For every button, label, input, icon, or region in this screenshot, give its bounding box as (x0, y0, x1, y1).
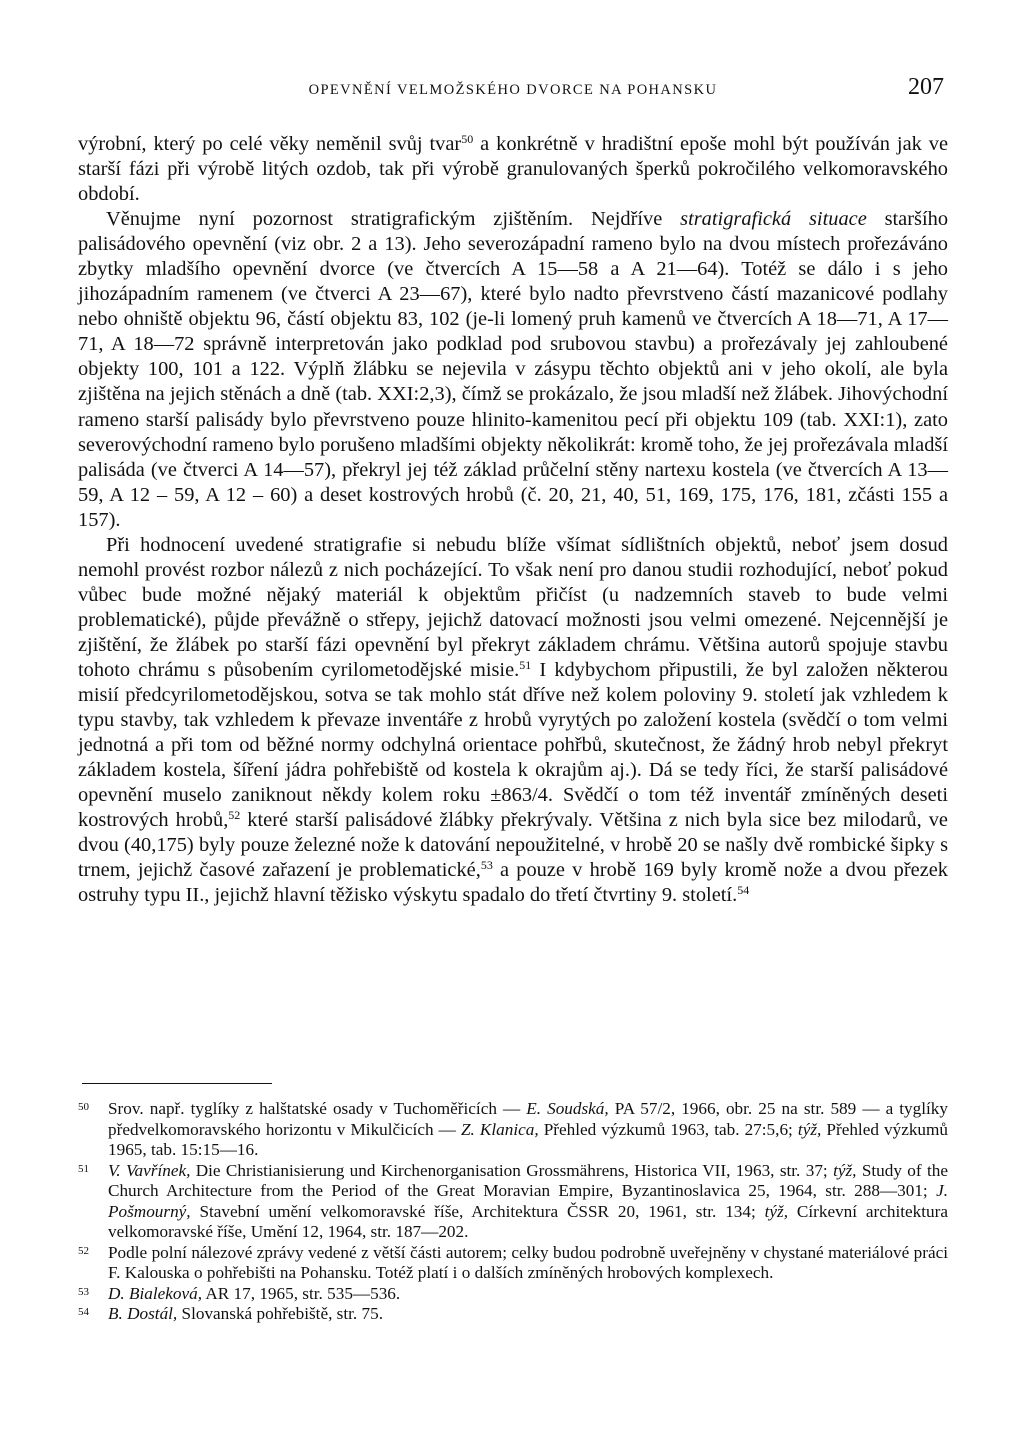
author-name: D. Bialeková, (108, 1283, 203, 1303)
text-run: Stavební umění velkomoravské říše, Architektura ČSSR 20, 1961, str. 134; (190, 1201, 765, 1221)
author-name: týž, (764, 1201, 789, 1221)
text-run: I kdybychom připustili, že byl založen některou misií předcyrilometodějskou, sotva se tak mohlo stát dříve než kolem poloviny 9. století jak vzhledem k typu stavby, tak vzhledem k převaze inventáře z hrobů vyrytých po založení kostela (svědčí o tom velmi jednotná a při tom od běžné normy odchylná orientace pohřbů, skutečnost, že žádný hrob nebyl překryt základem kostela, šíření jádra pohřebiště od kostela k okrajům aj.). Dá se tedy říci, že starší palisádové opevnění muselo zaniknout někdy kolem roku ±863/4. Svědčí o tom též inventář zmíněných deseti kostrových hrobů, (78, 658, 948, 832)
text-run: AR 17, 1965, str. 535—536. (202, 1283, 401, 1303)
text-run: které starší palisádové žlábky překrývaly. Většina z nich byla sice bez milodarů, ve dvou (40,175) byly pouze železné nože k datování nepoužitelné, v hrobě 20 se našly dvě rombické šipky s trnem, jejichž časové zařazení je problematické, (78, 809, 948, 882)
text-run: PA 57/2, 1966, obr. 25 na str. 589 — a tyglíky předvelkomoravského horizontu v Mikulčicích — (108, 1099, 948, 1139)
emphasis: stratigrafická situace (680, 208, 867, 231)
text-run: Přehled výzkumů 1963, tab. 27:5,6; (538, 1119, 798, 1139)
footnote-51 (78, 1161, 948, 1243)
footnote-number: 54 (78, 1306, 89, 1318)
author-name: B. Dostál, (108, 1304, 178, 1323)
page-header (78, 74, 948, 110)
footnotes (78, 1099, 948, 1325)
footnote-divider (82, 1083, 272, 1084)
paragraph-3 (78, 533, 948, 909)
text-run: Podle polní nálezové zprávy vedené z větší části autorem; celky budou podrobně uveřejněny v chystané materiálové práci F. Kalouska o pohřebišti na Pohansku. Totéž platí i o dalších zmíněných hrobových komplexech. (108, 1242, 948, 1282)
text-run: Přehled výzkumů 1965, tab. 15:15—16. (108, 1119, 948, 1159)
text-run: Slovanská pohřebiště, str. 75. (177, 1304, 383, 1323)
footnote-53 (78, 1284, 948, 1305)
text-run: Věnujme nyní pozornost stratigrafickým zjištěním. Nejdříve (106, 208, 681, 231)
page-number: 207 (908, 74, 944, 100)
footnote-52 (78, 1243, 948, 1284)
paragraph-1 (78, 132, 948, 207)
author-name: V. Vavřínek, (108, 1160, 191, 1180)
footnote-54 (78, 1304, 948, 1325)
footnote-number: 51 (78, 1162, 89, 1175)
text-run: Die Christianisierung und Kirchenorganisation Grossmährens, Historica VII, 1963, str. 37; (190, 1160, 834, 1180)
author-name: E. Soudská, (526, 1099, 609, 1118)
text-run: Study of the Church Architecture from the Period of the Great Moravian Empire, Byzantinoslavica 25, 1964, str. 288—301; (108, 1160, 948, 1200)
author-name: týž, (833, 1160, 857, 1180)
footnote-ref-52[interactable]: 52 (228, 808, 241, 823)
footnote-number: 53 (78, 1285, 89, 1298)
footnote-ref-54[interactable]: 54 (737, 883, 750, 898)
footnote-ref-53[interactable]: 53 (480, 858, 493, 873)
text-run: Při hodnocení uvedené stratigrafie si nebudu blíže všímat sídlištních objektů, neboť jsem dosud nemohl provést rozbor nálezů z nich pocházející. To však není pro danou studii rozhodující, neboť pokud vůbec bude možné nějaký materiál k objektům přičíst (u nadzemních staveb to bude velmi problematické), půjde převážně o střepy, jejichž datovací možnosti jsou velmi omezené. Nejcennější je zjištění, že žlábek po starší fázi opevnění byl překryt základem chrámu. Většina autorů spojuje stavbu tohoto chrámu s působením cyrilometodějské misie. (78, 533, 948, 681)
running-title: OPEVNĚNÍ VELMOŽSKÉHO DVORCE NA POHANSKU (308, 82, 718, 98)
author-name: J. Pošmourný, (108, 1181, 948, 1221)
footnote-number: 50 (78, 1101, 89, 1113)
footnote-ref-50[interactable]: 50 (461, 132, 474, 146)
author-name: týž, (797, 1119, 822, 1139)
text-run: staršího palisádového opevnění (viz obr. 2 a 13). Jeho severozápadní rameno bylo na dvou místech prořezáváno zbytky mladšího opevnění dvorce (ve čtvercích A 15—58 a A 21—64). Totéž se dálo i s jeho jihozápadním ramenem (ve čtverci A 23—67), které bylo nadto převrstveno částí mazanicové podlahy nebo ohniště objektu 96, částí objektu 83, 102 (je-li lomený pruh kamenů ve čtvercích A 18—71, A 17—71, A 18—72 správně interpretován jako podklad pod srubovou stavbu) a prořezávaly jej zahloubené objekty 100, 101 a 122. Výplň žlábku se nejevila v zásypu těchto objektů ani v jeho okolí, ale byla zjištěna na jejich stěnách a dně (tab. XXI:2,3), čímž se prokázalo, že jsou mladší než žlábek. Jihovýchodní rameno starší palisády bylo převrstveno pouze hlinito-kamenitou pecí při objektu 109 (tab. XXI:1), zato severovýchodní rameno bylo porušeno mladšími objekty několikrát: kromě toho, že jej prořezávala mladší palisáda (ve čtverci A 14—57), překryl jej též základ průčelní stěny nartexu kostela (ve čtvercích A 13—59, A 12 – 59, A 12 – 60) a deset kostrových hrobů (č. 20, 21, 40, 51, 169, 175, 176, 181, zčásti 155 a 157). (78, 208, 949, 531)
text-run: výrobní, který po celé věky neměnil svůj tvar (78, 133, 462, 155)
text-run: a pouze v hrobě 169 byly kromě nože a dvou přezek ostruhy typu II., jejichž hlavní těžisko výskytu spadalo do třetí čtvrtiny 9. století. (78, 859, 948, 907)
text-run: Srov. např. tyglíky z halštatské osady v Tuchoměřicích — (108, 1099, 527, 1118)
author-name: Z. Klanica, (460, 1119, 539, 1139)
footnote-number: 52 (78, 1244, 89, 1257)
main-text (78, 132, 948, 908)
text-run: Církevní architektura velkomoravské říše, Umění 12, 1964, str. 187—202. (108, 1201, 948, 1241)
paragraph-2 (78, 207, 948, 533)
text-run: a konkrétně v hradištní epoše mohl být používán jak ve starší fázi při výrobě litých ozdob, tak při výrobě granulovaných šperků pokročilého velkomoravského období. (78, 133, 948, 206)
footnote-ref-51[interactable]: 51 (519, 657, 532, 672)
footnote-50 (78, 1099, 948, 1161)
